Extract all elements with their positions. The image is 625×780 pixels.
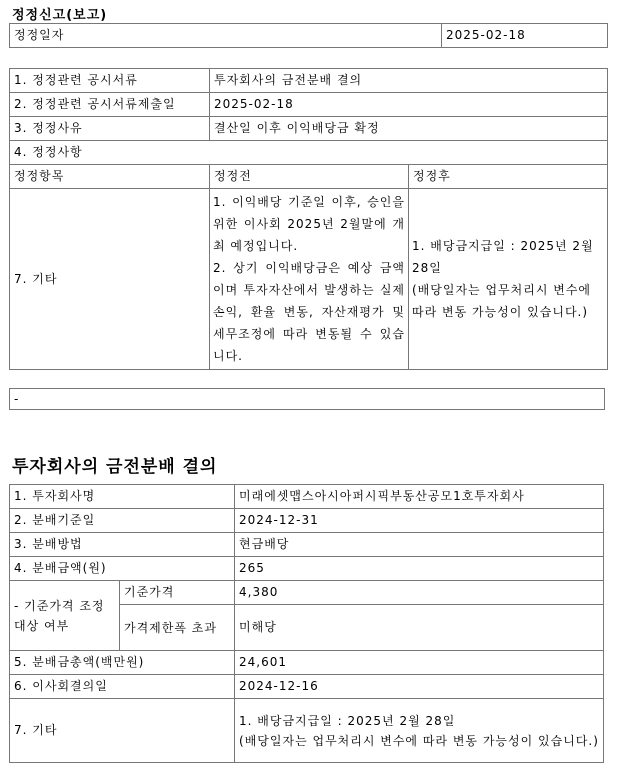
base-price-value: 4,380 [235, 581, 604, 605]
table-row [10, 485, 604, 509]
table-row [10, 69, 608, 93]
other-value [235, 699, 604, 763]
date-value: 2025-02-18 [442, 24, 608, 48]
row-value: 2025-02-18 [210, 93, 608, 117]
company-label: 1. 투자회사명 [10, 485, 235, 509]
table-row [10, 509, 604, 533]
total-label: 5. 분배금총액(백만원) [10, 651, 235, 675]
limit-label: 가격제한폭 초과 [120, 605, 235, 651]
after-text-body: 1. 배당금지급일 : 2025년 2월 28일 (배당일자는 업무처리시 변수에 따라 변동 가능성이 있습니다.) [412, 239, 594, 319]
row-value: 투자회사의 금전분배 결의 [210, 69, 608, 93]
table-row [10, 93, 608, 117]
limit-value: 미해당 [235, 605, 604, 651]
table-row [10, 675, 604, 699]
method-value: 현금배당 [235, 533, 604, 557]
before-text [210, 189, 409, 370]
table-row [10, 141, 608, 165]
other-value-body: 1. 배당금지급일 : 2025년 2월 28일 (배당일자는 업무처리시 변수에 따라 변동 가능성이 있습니다.) [239, 713, 599, 748]
item-label: 7. 기타 [10, 189, 210, 370]
base-price-label: 기준가격 [120, 581, 235, 605]
row-label: 1. 정정관련 공시서류 [10, 69, 210, 93]
method-label: 3. 분배방법 [10, 533, 235, 557]
amount-label: 4. 분배금액(원) [10, 557, 235, 581]
date-label: 정정일자 [10, 24, 442, 48]
before-text-body: 1. 이익배당 기준일 이후, 승인을 위한 이사회 2025년 2월말에 개최 예정입니다. 2. 상기 이익배당금은 예상 금액이며 투자자산에서 발생하는 실제 손익, 환율 변동, 자산재평가 및 세무조정에 따라 변동될 수 있습니다. [213, 195, 405, 363]
table-row [10, 24, 608, 48]
col-after-header: 정정후 [409, 165, 608, 189]
table-row [10, 699, 604, 763]
row-label: 3. 정정사유 [10, 117, 210, 141]
table-row [10, 557, 604, 581]
company-value: 미래에셋맵스아시아퍼시픽부동산공모1호투자회사 [235, 485, 604, 509]
table-row [10, 117, 608, 141]
base-date-label: 2. 분배기준일 [10, 509, 235, 533]
correction-date-table [9, 23, 608, 48]
correction-detail-table [9, 68, 608, 370]
board-value: 2024-12-16 [235, 675, 604, 699]
board-label: 6. 이사회결의일 [10, 675, 235, 699]
after-text [409, 189, 608, 370]
distribution-table [9, 484, 604, 763]
adjust-label: - 기준가격 조정 대상 여부 [10, 581, 120, 651]
section4-label: 4. 정정사항 [10, 141, 608, 165]
col-before-header: 정정전 [210, 165, 409, 189]
total-value: 24,601 [235, 651, 604, 675]
table-row [10, 651, 604, 675]
table-row [10, 581, 604, 605]
table-row [10, 189, 608, 370]
distribution-title: 투자회사의 금전분배 결의 [12, 457, 218, 477]
amount-value: 265 [235, 557, 604, 581]
correction-title: 정정신고(보고) [12, 8, 108, 23]
col-item-header: 정정항목 [10, 165, 210, 189]
other-label: 7. 기타 [10, 699, 235, 763]
base-date-value: 2024-12-31 [235, 509, 604, 533]
table-row [10, 533, 604, 557]
row-value: 결산일 이후 이익배당금 확정 [210, 117, 608, 141]
row-label: 2. 정정관련 공시서류제출일 [10, 93, 210, 117]
table-row [10, 165, 608, 189]
correction-note-box: - [9, 388, 605, 410]
